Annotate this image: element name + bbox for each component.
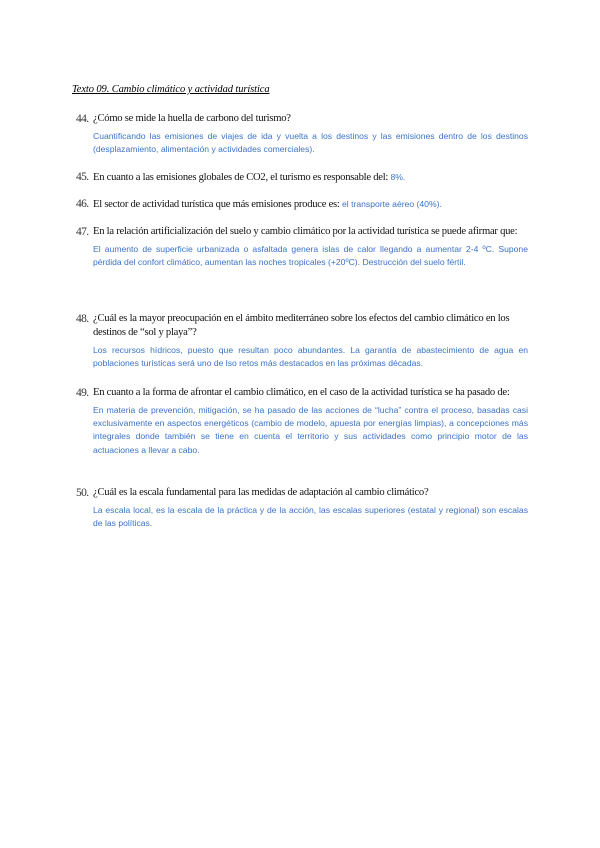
answer-49: En materia de prevención, mitigación, se ha pasado de las acciones de “lucha” contra el proceso, basadas casi exclusivamente en aspectos energéticos (cambio de modelo, apuesta por energías limpias), a concepciones más integrales donde también se tiene en cuenta el territorio y sus actividades como principio motor de las actuaciones a llevar a cabo. [93, 405, 528, 455]
question-48 [76, 312, 528, 340]
question-text-label: El sector de actividad turística que más emisiones produce es: [93, 199, 343, 210]
question-block-50 [76, 486, 528, 530]
question-number: 44. [76, 113, 89, 125]
question-number: 46. [76, 198, 89, 210]
question-block-49 [76, 386, 528, 457]
question-number: 48. [76, 313, 89, 325]
question-text: ¿Cómo se mide la huella de carbono del turismo? [93, 113, 291, 124]
question-block-46 [76, 197, 528, 212]
question-text [93, 170, 528, 185]
question-46 [76, 197, 528, 212]
answer-48: Los recursos hídricos, puesto que resultan poco abundantes. La garantía de abastecimiento de agua en poblaciones turísticas será uno de lso retos más destacados en las próximas décadas. [93, 345, 528, 369]
document-title: Texto 09. Cambio climático y actividad turística [72, 84, 270, 95]
answer-44: Cuantificando las emisiones de viajes de ida y vuelta a los destinos y las emisiones dentro de los destinos (desplazamiento, alimentación y actividades comerciales). [93, 131, 528, 155]
answer-46: el transporte aéreo (40%). [342, 199, 442, 209]
question-number: 47. [76, 226, 89, 238]
question-47 [76, 225, 528, 239]
question-44 [76, 112, 528, 126]
question-number: 50. [76, 487, 89, 499]
question-45 [76, 170, 528, 185]
question-block-48 [76, 312, 528, 370]
question-49 [76, 386, 528, 400]
question-50 [76, 486, 528, 500]
question-text: ¿Cuál es la mayor preocupación en el ámbito mediterráneo sobre los efectos del cambio climático en los destinos de “sol y playa”? [93, 313, 510, 338]
question-text: En la relación artificialización del suelo y cambio climático por la actividad turística se puede afirmar que: [93, 226, 518, 237]
question-text: En cuanto a la forma de afrontar el cambio climático, en el caso de la actividad turística se ha pasado de: [93, 387, 510, 398]
question-text [93, 197, 528, 212]
question-text-label: En cuanto a las emisiones globales de CO2, el turismo es responsable del: [93, 172, 391, 183]
question-number: 45. [76, 171, 89, 183]
answer-50: La escala local, es la escala de la práctica y de la acción, las escalas superiores (estatal y regional) son escalas de las políticas. [93, 505, 528, 529]
answer-47: El aumento de superficie urbanizada o asfaltada genera islas de calor llegando a aumentar 2-4 ºC. Supone pérdida del confort climático, aumentan las noches tropicales (+20ºC). Destrucción del suelo fértil. [93, 244, 528, 268]
question-block-45 [76, 170, 528, 185]
answer-45: 8%. [390, 172, 406, 182]
question-block-44 [76, 112, 528, 156]
question-block-47 [76, 225, 528, 269]
question-text: ¿Cuál es la escala fundamental para las medidas de adaptación al cambio climático? [93, 487, 429, 498]
question-number: 49. [76, 387, 89, 399]
